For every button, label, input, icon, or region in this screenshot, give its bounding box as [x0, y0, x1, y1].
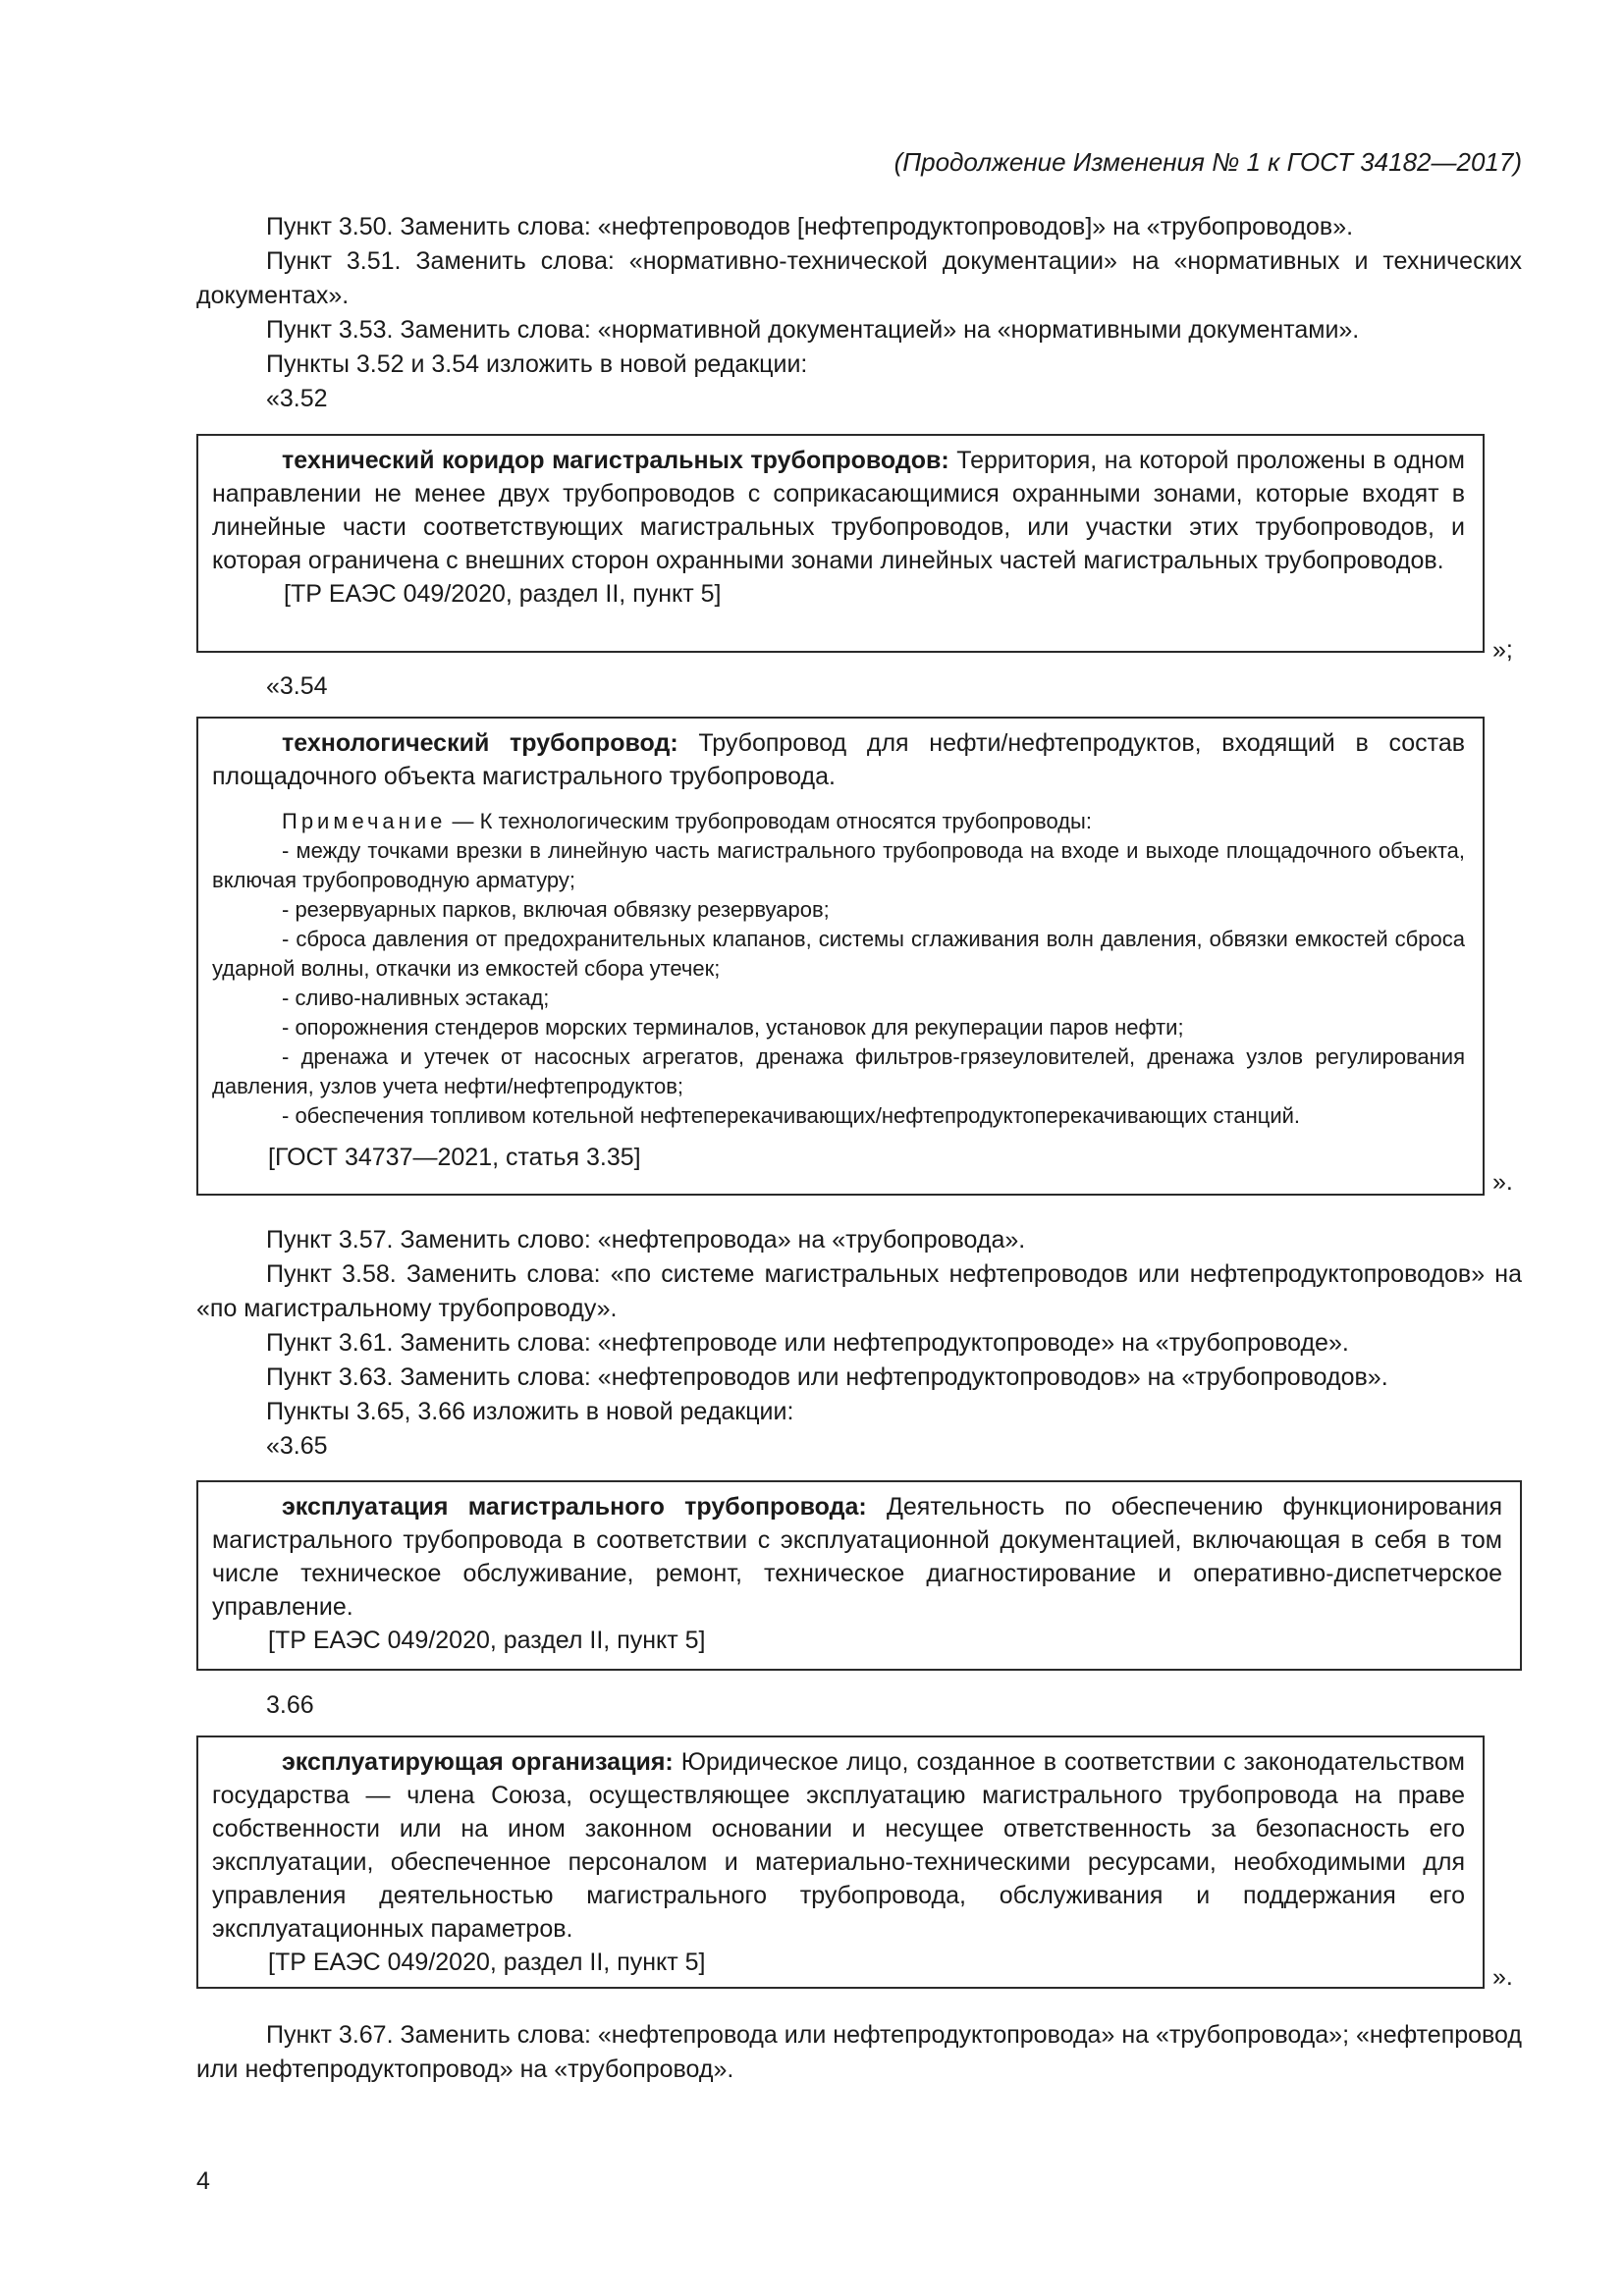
source-3-52: [ТР ЕАЭС 049/2020, раздел II, пункт 5]	[284, 580, 722, 608]
paragraph-3-61: Пункт 3.61. Заменить слова: «нефтепроводе или нефтепродуктопроводе» на «трубопроводе».	[266, 1329, 1349, 1357]
definition-text-3-54	[212, 726, 1465, 793]
paragraph-3-53: Пункт 3.53. Заменить слова: «нормативной документацией» на «нормативными документами».	[266, 316, 1360, 344]
note-item: - сливо-наливных эстакад;	[282, 986, 550, 1010]
note-item: - резервуарных парков, включая обвязку резервуаров;	[282, 897, 830, 922]
paragraph-intro-365-366: Пункты 3.65, 3.66 изложить в новой редакции:	[266, 1398, 794, 1425]
item-number-3-65: «3.65	[266, 1432, 328, 1460]
source-3-54: [ГОСТ 34737—2021, статья 3.35]	[268, 1144, 641, 1171]
definition-box-3-52	[196, 434, 1485, 653]
closing-quote-3-52: »;	[1492, 636, 1513, 664]
note-item: - дренажа и утечек от насосных агрегатов, дренажа фильтров-грязеуловителей, дренажа узлов регулирования давления, узлов учета нефти/нефтепродуктов;	[212, 1044, 1465, 1098]
term-3-66: эксплуатирующая организация:	[282, 1748, 674, 1776]
definition-3-66: Юридическое лицо, созданное в соответствии с законодательством государства — члена Союза, осуществляющее эксплуатацию магистрального трубопровода на праве собственности или на ином законном основании и несущее ответственность за безопасность его эксплуатации, обеспеченное персоналом и материально-техническими ресурсами, необходимыми для управления деятельностью магистрального трубопровода, обслуживания и поддержания его эксплуатационных параметров.	[212, 1748, 1465, 1943]
amendments-top	[196, 210, 1522, 416]
closing-quote-3-66: ».	[1492, 1963, 1513, 1991]
definition-text-3-52	[212, 444, 1465, 577]
definition-box-3-66	[196, 1735, 1485, 1989]
amendments-mid	[196, 1223, 1522, 1464]
definition-box-3-54	[196, 717, 1485, 1196]
paragraph-3-51: Пункт 3.51. Заменить слова: «нормативно-технической документации» на «нормативных и технических документах».	[196, 247, 1522, 309]
note-block	[212, 807, 1465, 1131]
note-item: - сброса давления от предохранительных клапанов, системы сглаживания волн давления, обвязки емкостей сброса ударной волны, откачки из емкостей сбора утечек;	[212, 927, 1465, 981]
paragraph-3-57: Пункт 3.57. Заменить слово: «нефтепровода» на «трубопровода».	[266, 1226, 1026, 1254]
paragraph-3-58: Пункт 3.58. Заменить слова: «по системе магистральных нефтепроводов или нефтепродуктопроводов» на «по магистральному трубопроводу».	[196, 1260, 1522, 1322]
term-3-52: технический коридор магистральных трубопроводов:	[282, 447, 949, 474]
source-3-65: [ТР ЕАЭС 049/2020, раздел II, пункт 5]	[268, 1627, 706, 1654]
note-label: Примечание	[282, 809, 447, 833]
note-text: — К технологическим трубопроводам относятся трубопроводы:	[446, 809, 1092, 833]
note-item: - между точками врезки в линейную часть магистрального трубопровода на входе и выходе площадочного объекта, включая трубопроводную арматуру;	[212, 838, 1465, 892]
note-item: - опорожнения стендеров морских терминалов, установок для рекуперации паров нефти;	[282, 1015, 1184, 1040]
term-3-65: эксплуатация магистрального трубопровода:	[282, 1493, 867, 1521]
paragraph-3-67: Пункт 3.67. Заменить слова: «нефтепровода или нефтепродуктопровода» на «трубопровода»; «нефтепровод или нефтепродуктопровод» на «трубопровод».	[196, 2021, 1522, 2083]
paragraph-3-63: Пункт 3.63. Заменить слова: «нефтепроводов или нефтепродуктопроводов» на «трубопроводов».	[266, 1363, 1388, 1391]
paragraph-intro-352-354: Пункты 3.52 и 3.54 изложить в новой редакции:	[266, 350, 808, 378]
definition-3-54: Трубопровод для нефти/нефтепродуктов, входящий в состав площадочного объекта магистрального трубопровода.	[212, 729, 1465, 790]
definition-3-52: Территория, на которой проложены в одном направлении не менее двух трубопроводов с соприкасающимися охранными зонами, которые входят в линейные части соответствующих магистральных трубопроводов, или участки этих трубопроводов, и которая ограничена с внешних сторон охранными зонами линейных частей магистральных трубопроводов.	[212, 447, 1465, 574]
closing-quote-3-54: ».	[1492, 1168, 1513, 1196]
page-header: (Продолжение Изменения № 1 к ГОСТ 34182—2017)	[893, 147, 1522, 177]
item-number-3-52: «3.52	[266, 385, 328, 412]
item-number-3-66: 3.66	[266, 1691, 314, 1719]
definition-box-3-65	[196, 1480, 1522, 1671]
source-3-66: [ТР ЕАЭС 049/2020, раздел II, пункт 5]	[268, 1949, 706, 1976]
definition-3-65: Деятельность по обеспечению функционирования магистрального трубопровода в соответствии с эксплуатационной документацией, включающая в себя в том числе техническое обслуживание, ремонт, техническое диагностирование и оперативно-диспетчерское управление.	[212, 1493, 1502, 1621]
note-item: - обеспечения топливом котельной нефтеперекачивающих/нефтепродуктоперекачивающих станций.	[282, 1103, 1301, 1128]
note-intro	[212, 807, 1465, 836]
paragraph-3-50: Пункт 3.50. Заменить слова: «нефтепроводов [нефтепродуктопроводов]» на «трубопроводов».	[266, 213, 1354, 240]
term-3-54: технологический трубопровод:	[282, 729, 678, 757]
item-number-3-54: «3.54	[266, 672, 328, 700]
definition-text-3-65	[212, 1490, 1502, 1624]
page-number: 4	[196, 2167, 210, 2195]
definition-text-3-66	[212, 1745, 1465, 1946]
